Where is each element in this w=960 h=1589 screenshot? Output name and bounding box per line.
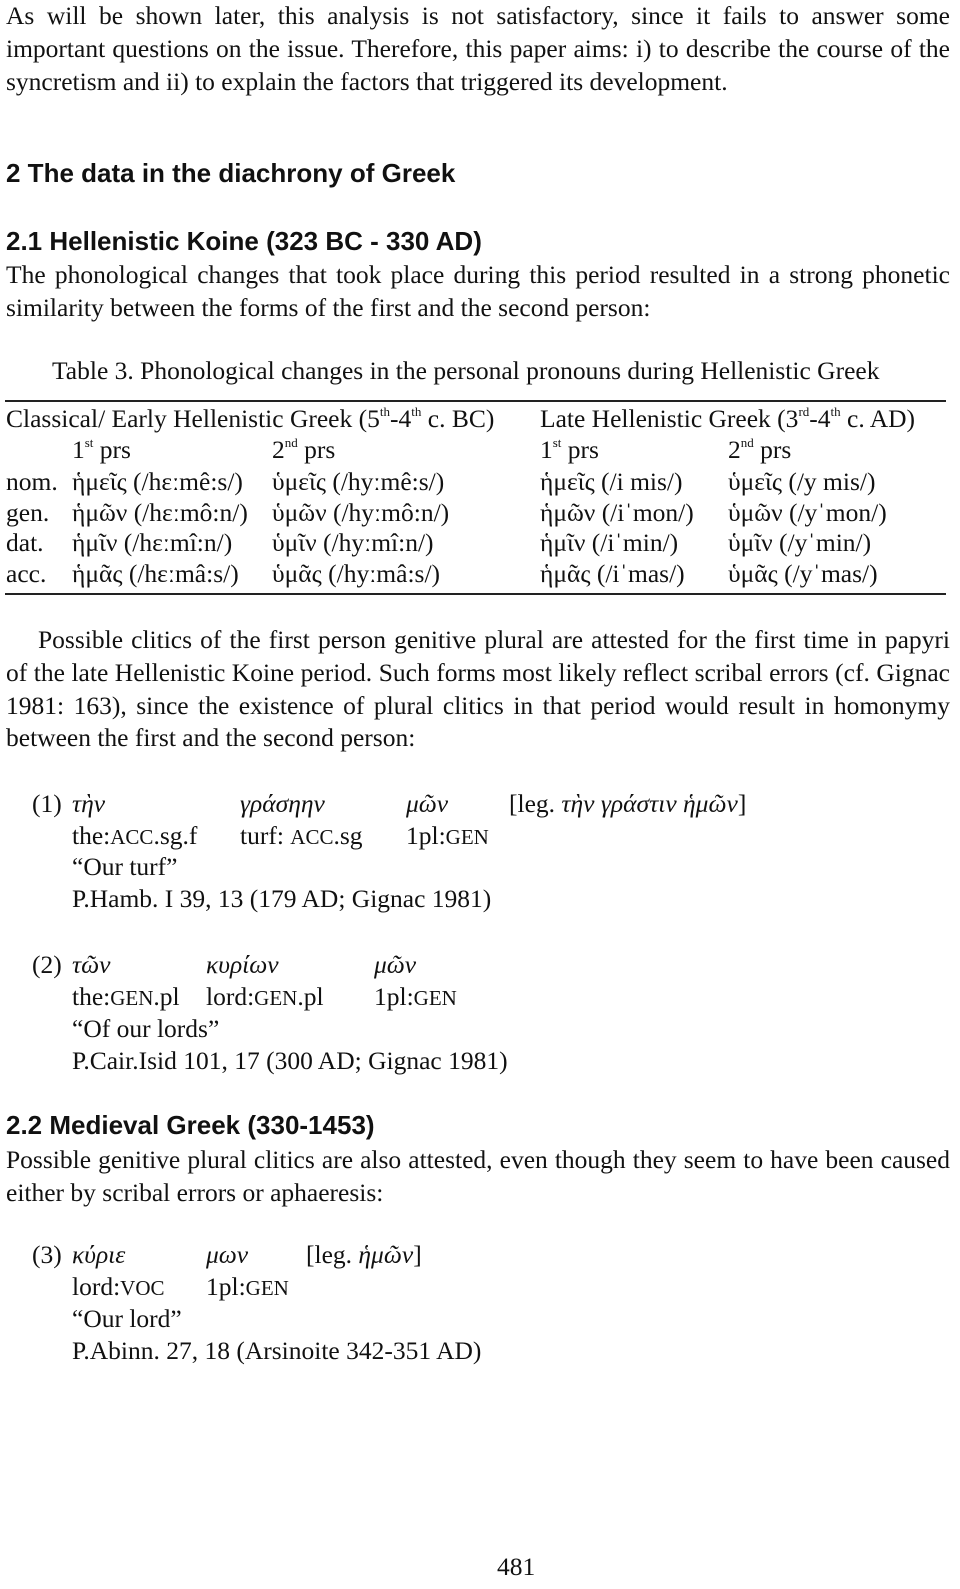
translation: “Of our lords”: [72, 1014, 220, 1043]
intro-paragraph: As will be shown later, this analysis is not satisfactory, since it fails to answer some important questions on the issue. Therefore, this paper aims: i) to describe the course of the syncretism and ii) to explain the factors that triggered its development.: [6, 1, 950, 96]
table-row-nom: [6, 467, 950, 498]
cell-late-2nd: ὑμεῖς (/y mis/): [728, 467, 876, 496]
translation: “Our turf”: [72, 852, 178, 881]
case-label: dat.: [6, 528, 44, 557]
subheader-2nd-prs-early: 2nd prs: [272, 435, 336, 464]
table-top-rule: [5, 400, 946, 402]
gloss-word: lord:VOC: [72, 1272, 165, 1301]
gloss-word: 1pl:GEN: [406, 821, 489, 850]
section-2-2-heading: 2.2 Medieval Greek (330-1453): [6, 1110, 375, 1140]
gloss-word: the:ACC.sg.f: [72, 821, 198, 850]
greek-word: γράσηην: [240, 789, 325, 818]
cell-late-1st: ἡμῖν (/iˈmin/): [540, 528, 679, 557]
example-number: (2): [32, 950, 62, 979]
leg-reading: [leg. ἡμῶν]: [306, 1240, 422, 1269]
greek-word: κυρίων: [206, 950, 279, 979]
cell-early-2nd: ὑμῶν (/hyːmô:n/): [272, 498, 450, 527]
subheader-1st-prs-early: 1st prs: [72, 435, 131, 464]
table-row-dat: [6, 528, 950, 559]
cell-late-1st: ἡμεῖς (/i mis/): [540, 467, 683, 496]
clitics-paragraph: Possible clitics of the first person genitive plural are attested for the first time in papyri of the late Hellenistic Koine period. Such forms most likely reflect scribal errors (cf. Gignac 1981: 163), since the existence of plural clitics in that period would result in homonymy between the first and the second person:: [6, 625, 950, 753]
table-row-acc: [6, 559, 950, 590]
example-number: (3): [32, 1240, 62, 1269]
case-label: gen.: [6, 498, 50, 527]
table-row-gen: [6, 498, 950, 529]
gloss-word: 1pl:GEN: [374, 982, 457, 1011]
case-label: acc.: [6, 559, 47, 588]
translation: “Our lord”: [72, 1304, 182, 1333]
table-group-header-row: [6, 404, 950, 435]
section-2-2-paragraph: Possible genitive plural clitics are also attested, even though they seem to have been caused either by scribal errors or aphaeresis:: [6, 1145, 950, 1207]
section-2-heading: 2 The data in the diachrony of Greek: [6, 158, 456, 188]
page-number: 481: [497, 1552, 536, 1581]
greek-word: μῶν: [374, 950, 417, 979]
cell-early-2nd: ὑμεῖς (/hyːmê:s/): [272, 467, 445, 496]
greek-word: τὴν: [72, 789, 106, 818]
cell-late-1st: ἡμῶν (/iˈmon/): [540, 498, 694, 527]
source: P.Hamb. I 39, 13 (179 AD; Gignac 1981): [72, 884, 492, 913]
source: P.Cair.Isid 101, 17 (300 AD; Gignac 1981): [72, 1046, 508, 1075]
source: P.Abinn. 27, 18 (Arsinoite 342-351 AD): [72, 1336, 482, 1365]
table-bottom-rule: [5, 593, 946, 595]
table-subheader-row: [6, 435, 950, 466]
subheader-2nd-prs-late: 2nd prs: [728, 435, 792, 464]
greek-word: κύριε: [72, 1240, 126, 1269]
cell-early-1st: ἡμῶν (/hεːmô:n/): [72, 498, 248, 527]
greek-word: μῶν: [406, 789, 449, 818]
cell-late-2nd: ὑμῖν (/yˈmin/): [728, 528, 872, 557]
cell-early-2nd: ὑμῖν (/hyːmî:n/): [272, 528, 434, 557]
greek-word: μων: [206, 1240, 249, 1269]
gloss-word: 1pl:GEN: [206, 1272, 289, 1301]
cell-early-1st: ἡμᾶς (/hεːmâ:s/): [72, 559, 239, 588]
cell-early-2nd: ὑμᾶς (/hyːmâ:s/): [272, 559, 441, 588]
cell-late-2nd: ὑμῶν (/yˈmon/): [728, 498, 887, 527]
example-number: (1): [32, 789, 62, 818]
cell-early-1st: ἡμῖν (/hεːmî:n/): [72, 528, 233, 557]
group-header-late: Late Hellenistic Greek (3rd-4th c. AD): [540, 404, 916, 433]
section-2-1-heading: 2.1 Hellenistic Koine (323 BC - 330 AD): [6, 226, 482, 256]
leg-reading: [leg. τὴν γράστιν ἡμῶν]: [509, 789, 747, 818]
subheader-1st-prs-late: 1st prs: [540, 435, 599, 464]
greek-word: τῶν: [72, 950, 111, 979]
section-2-1-paragraph: The phonological changes that took place during this period resulted in a strong phonetic similarity between the forms of the first and the second person:: [6, 260, 950, 322]
gloss-word: lord:GEN.pl: [206, 982, 324, 1011]
cell-late-2nd: ὑμᾶς (/yˈmas/): [728, 559, 878, 588]
cell-early-1st: ἡμεῖς (/hεːmê:s/): [72, 467, 243, 496]
cell-late-1st: ἡμᾶς (/iˈmas/): [540, 559, 685, 588]
gloss-word: turf: ACC.sg: [240, 821, 363, 850]
table-3-caption: Table 3. Phonological changes in the personal pronouns during Hellenistic Greek: [52, 356, 880, 385]
case-label: nom.: [6, 467, 58, 496]
group-header-classical: Classical/ Early Hellenistic Greek (5th-4th c. BC): [6, 404, 495, 433]
gloss-word: the:GEN.pl: [72, 982, 180, 1011]
